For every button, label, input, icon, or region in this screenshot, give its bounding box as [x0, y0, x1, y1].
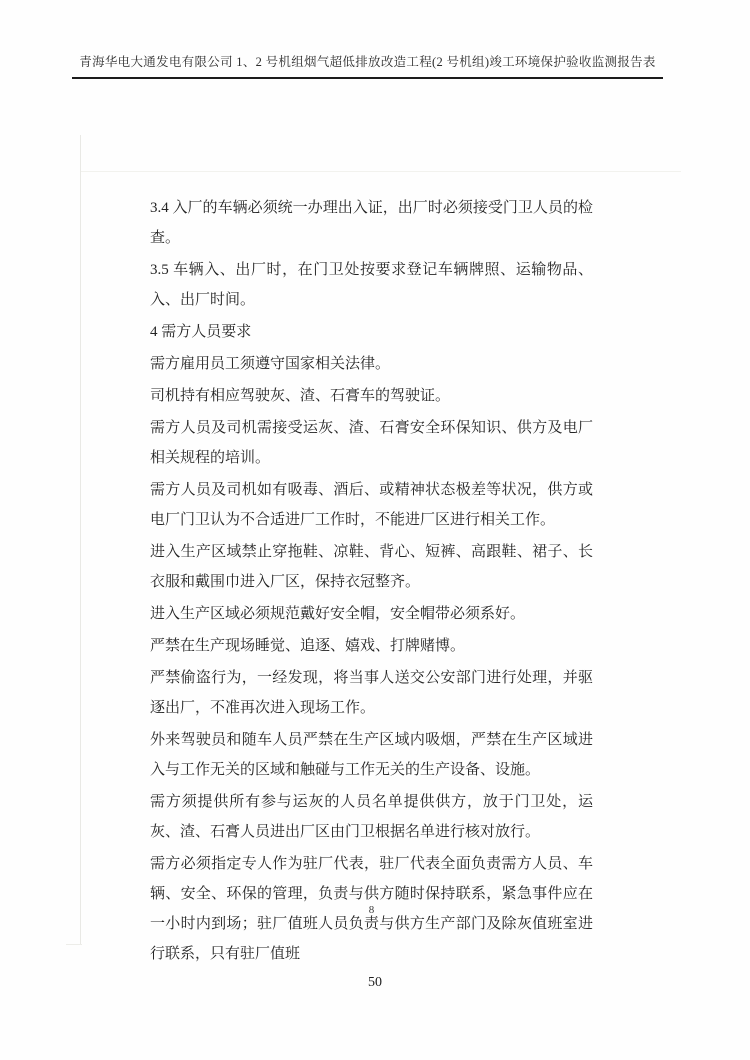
paragraph: 需方必须指定专人作为驻厂代表，驻厂代表全面负责需方人员、车辆、安全、环保的管理，负责与供方随时保持联系，紧急事件应在一小时内到场；驻厂值班人员负责与供方生产部门及除灰值班室进行联系，只有驻厂值班	[150, 856, 593, 962]
scanned-page-top-edge	[81, 171, 681, 172]
paragraph: 外来驾驶员和随车人员严禁在生产区域内吸烟，严禁在生产区域进入与工作无关的区域和触碰与工作无关的生产设备、设施。	[150, 732, 593, 778]
paragraph: 需方人员及司机如有吸毒、酒后、或精神状态极差等状况，供方或电厂门卫认为不合适进厂工作时，不能进厂区进行相关工作。	[150, 482, 593, 528]
report-header-title: 青海华电大通发电有限公司 1、2 号机组烟气超低排放改造工程(2 号机组)竣工环境保护验收监测报告表	[79, 55, 656, 69]
report-page-number: 50	[368, 975, 382, 990]
section-heading-4: 4 需方人员要求	[150, 324, 252, 340]
paragraph-3-5: 3.5 车辆入、出厂时，在门卫处按要求登记车辆牌照、运输物品、入、出厂时间。	[150, 262, 593, 308]
paragraph: 需方雇用员工须遵守国家相关法律。	[150, 356, 391, 372]
paragraph: 司机持有相应驾驶灰、渣、石膏车的驾驶证。	[150, 388, 451, 404]
scanned-page-left-edge	[80, 135, 81, 945]
paragraph: 进入生产区域必须规范戴好安全帽，安全帽带必须系好。	[150, 606, 526, 622]
paragraph: 严禁在生产现场睡觉、追逐、嬉戏、打牌赌博。	[150, 638, 466, 654]
paragraph: 进入生产区域禁止穿拖鞋、凉鞋、背心、短裤、高跟鞋、裙子、长衣服和戴围巾进入厂区，保持衣冠整齐。	[150, 544, 593, 590]
scanned-page-bottom-edge	[66, 944, 82, 945]
paragraph: 需方须提供所有参与运灰的人员名单提供供方，放于门卫处，运灰、渣、石膏人员进出厂区由门卫根据名单进行核对放行。	[150, 794, 593, 840]
header-divider-rule	[72, 77, 663, 79]
inner-document-page-number: 8	[368, 904, 375, 916]
paragraph: 需方人员及司机需接受运灰、渣、石膏安全环保知识、供方及电厂相关规程的培训。	[150, 420, 593, 466]
paragraph: 严禁偷盗行为，一经发现，将当事人送交公安部门进行处理，并驱逐出厂，不准再次进入现场工作。	[150, 670, 593, 716]
document-body	[150, 193, 593, 971]
paragraph-3-4: 3.4 入厂的车辆必须统一办理出入证，出厂时必须接受门卫人员的检查。	[150, 200, 593, 246]
